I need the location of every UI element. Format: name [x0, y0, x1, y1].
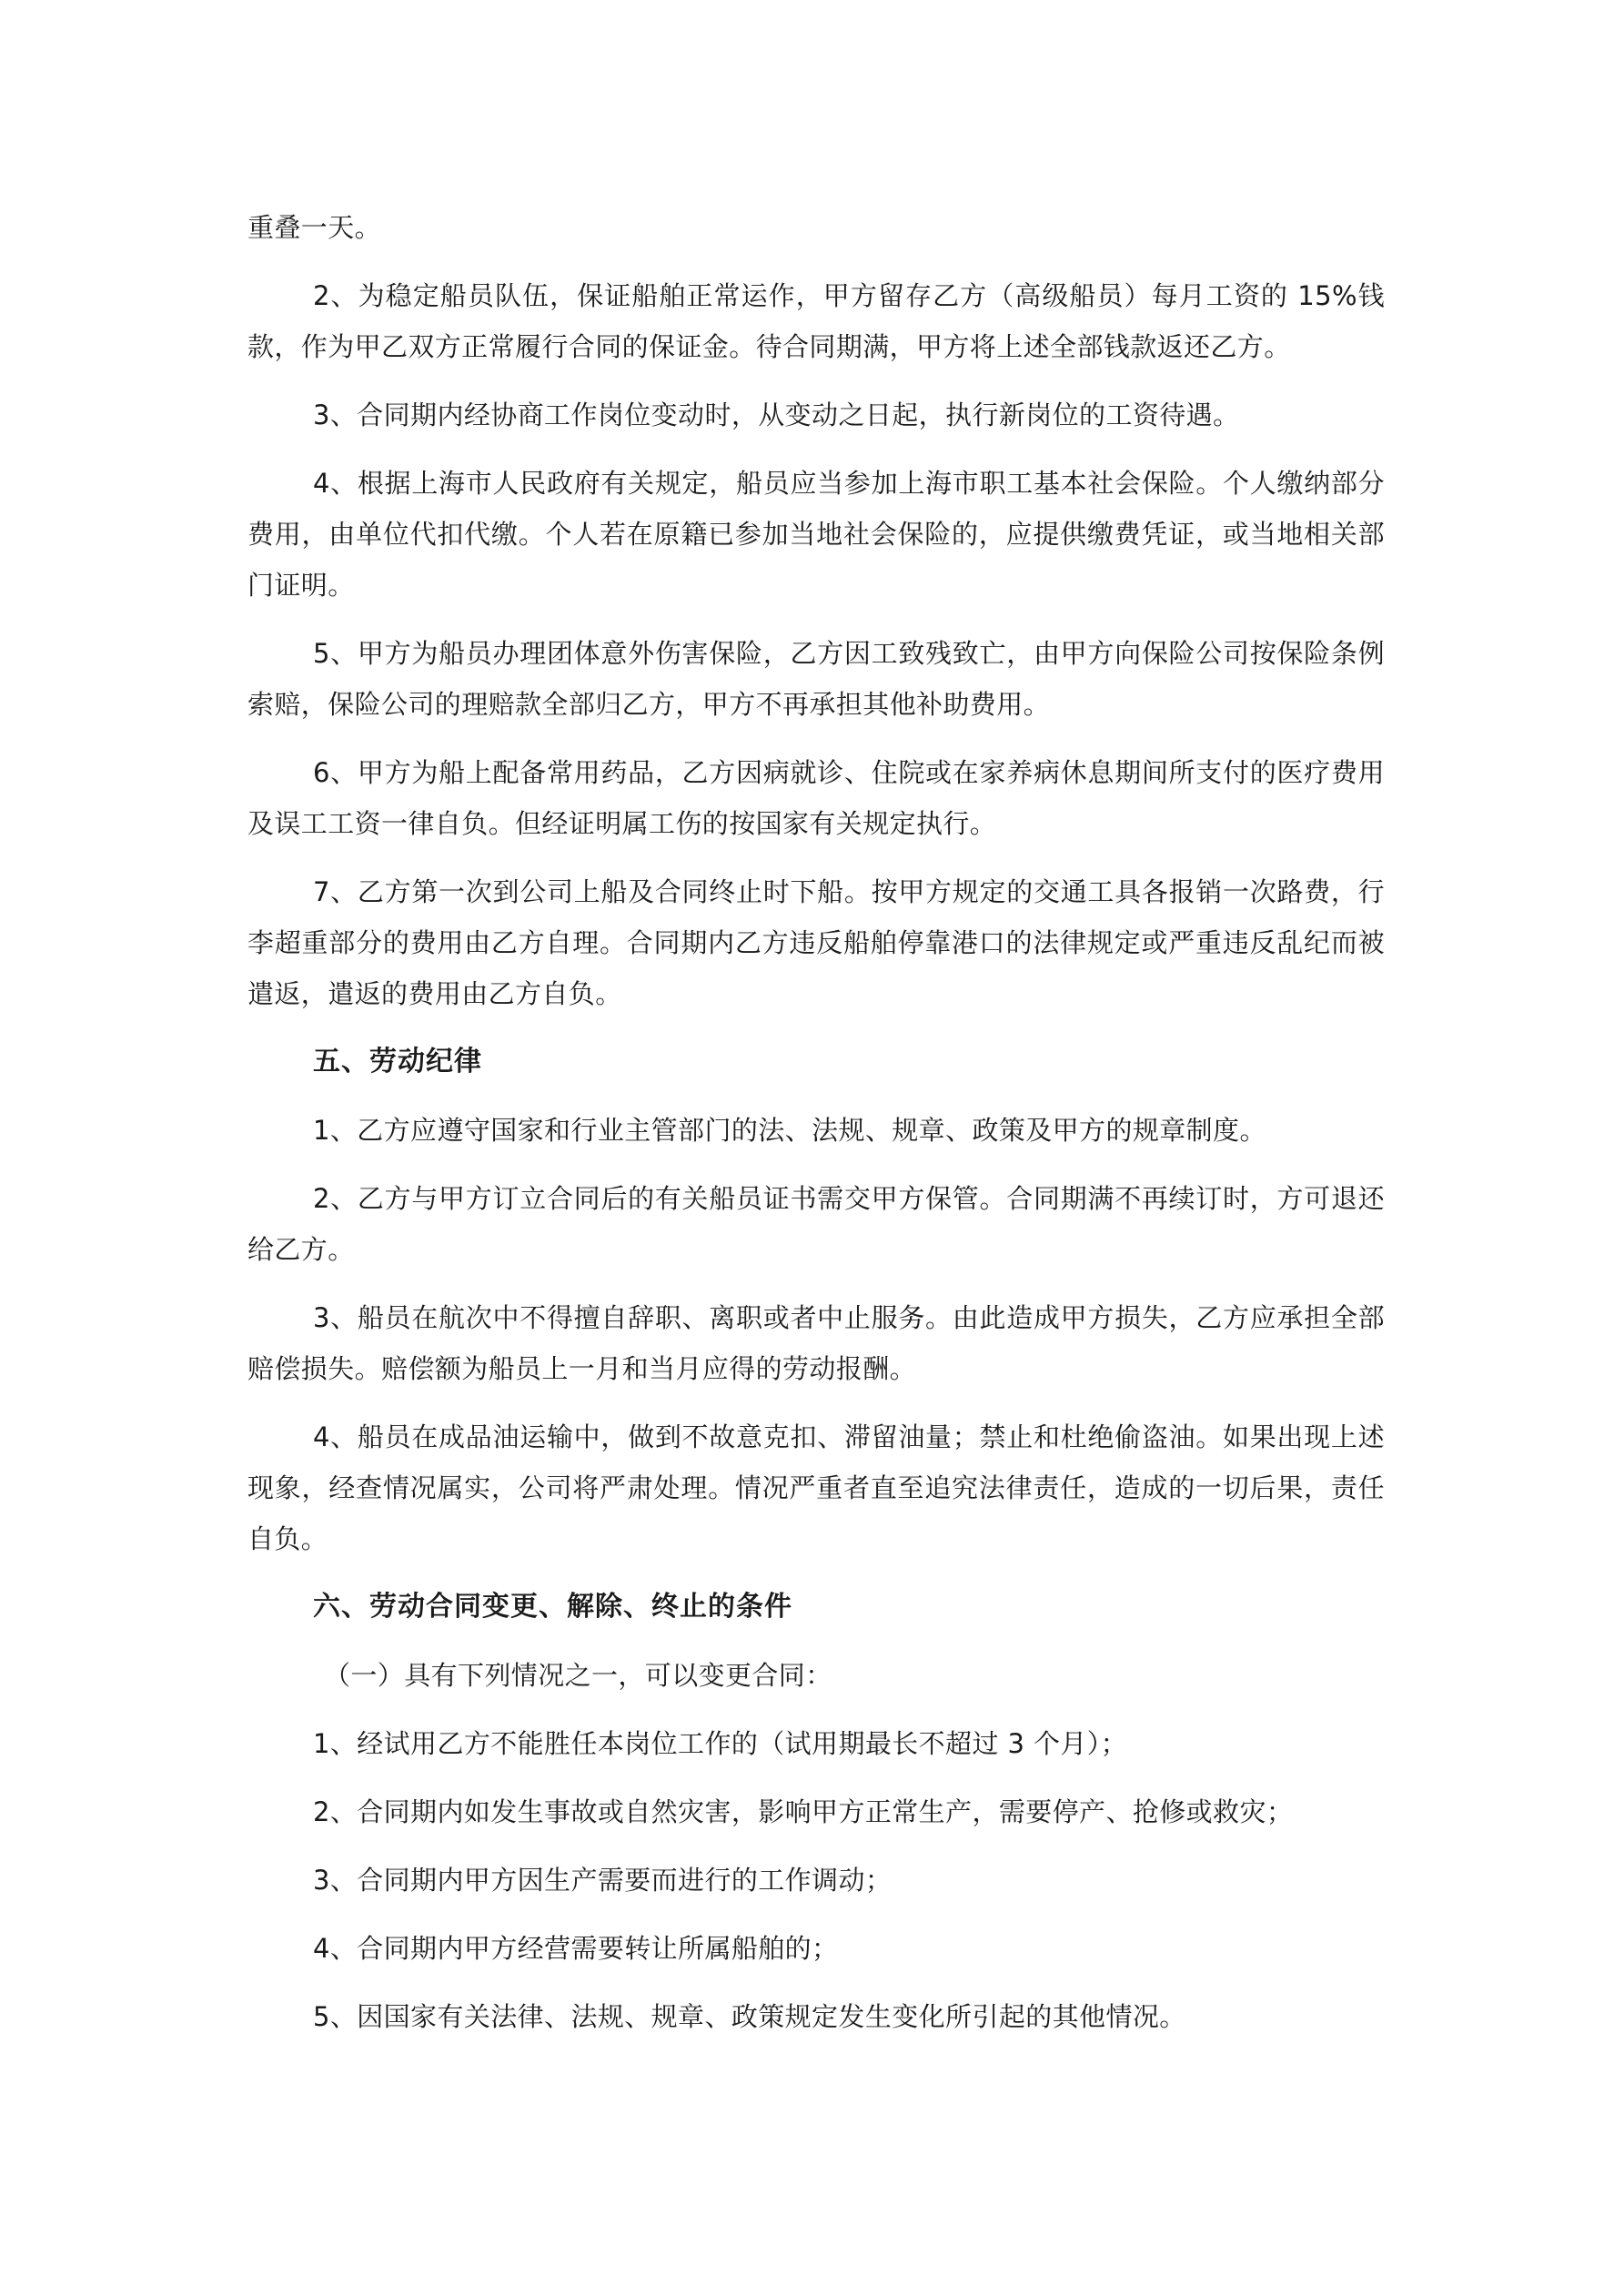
clause-5-item-1: 1、乙方应遵守国家和行业主管部门的法、法规、规章、政策及甲方的规章制度。 — [313, 1115, 1266, 1146]
clause-4-item-7: 7、乙方第一次到公司上船及合同终止时下船。按甲方规定的交通工具各报销一次路费，行李超重部分的费用由乙方自理。合同期内乙方违反船舶停靠港口的法律规定或严重违反乱纪而被遣返，遣返的费用由乙方自负。 — [247, 876, 1385, 1009]
clause-4-item-2: 2、为稳定船员队伍，保证船舶正常运作，甲方留存乙方（高级船员）每月工资的 15%钱款，作为甲乙双方正常履行合同的保证金。待合同期满，甲方将上述全部钱款返还乙方。 — [247, 280, 1385, 362]
clause-6-item-3: 3、合同期内甲方因生产需要而进行的工作调动； — [313, 1865, 893, 1896]
paragraph-continuation: 重叠一天。 — [247, 212, 382, 243]
document-body — [247, 202, 1385, 2059]
clause-4-item-5: 5、甲方为船员办理团体意外伤害保险，乙方因工致残致亡，由甲方向保险公司按保险条例索赔，保险公司的理赔款全部归乙方，甲方不再承担其他补助费用。 — [247, 638, 1385, 720]
clause-5-item-2: 2、乙方与甲方订立合同后的有关船员证书需交甲方保管。合同期满不再续订时，方可退还给乙方。 — [247, 1183, 1385, 1265]
section-heading-contract-change: 六、劳动合同变更、解除、终止的条件 — [313, 1591, 792, 1623]
clause-6-item-1: 1、经试用乙方不能胜任本岗位工作的（试用期最长不超过 3 个月）； — [313, 1728, 1128, 1759]
subsection-heading-change-conditions: （一）具有下列情况之一，可以变更合同： — [324, 1660, 832, 1691]
section-heading-labor-discipline: 五、劳动纪律 — [313, 1046, 482, 1077]
clause-6-item-4: 4、合同期内甲方经营需要转让所属船舶的； — [313, 1933, 839, 1964]
clause-5-item-3: 3、船员在航次中不得擅自辞职、离职或者中止服务。由此造成甲方损失，乙方应承担全部赔偿损失。赔偿额为船员上一月和当月应得的劳动报酬。 — [247, 1302, 1385, 1384]
clause-4-item-4: 4、根据上海市人民政府有关规定，船员应当参加上海市职工基本社会保险。个人缴纳部分费用，由单位代扣代缴。个人若在原籍已参加当地社会保险的，应提供缴费凭证，或当地相关部门证明。 — [247, 468, 1385, 601]
clause-4-item-6: 6、甲方为船上配备常用药品，乙方因病就诊、住院或在家养病休息期间所支付的医疗费用及误工工资一律自负。但经证明属工伤的按国家有关规定执行。 — [247, 757, 1385, 839]
clause-5-item-4: 4、船员在成品油运输中，做到不故意克扣、滞留油量；禁止和杜绝偷盗油。如果出现上述现象，经查情况属实，公司将严肃处理。情况严重者直至追究法律责任，造成的一切后果，责任自负。 — [247, 1421, 1385, 1554]
clause-6-item-2: 2、合同期内如发生事故或自然灾害，影响甲方正常生产，需要停产、抢修或救灾； — [313, 1796, 1294, 1827]
clause-6-item-5: 5、因国家有关法律、法规、规章、政策规定发生变化所引起的其他情况。 — [313, 2001, 1186, 2032]
clause-4-item-3: 3、合同期内经协商工作岗位变动时，从变动之日起，执行新岗位的工资待遇。 — [313, 400, 1240, 430]
